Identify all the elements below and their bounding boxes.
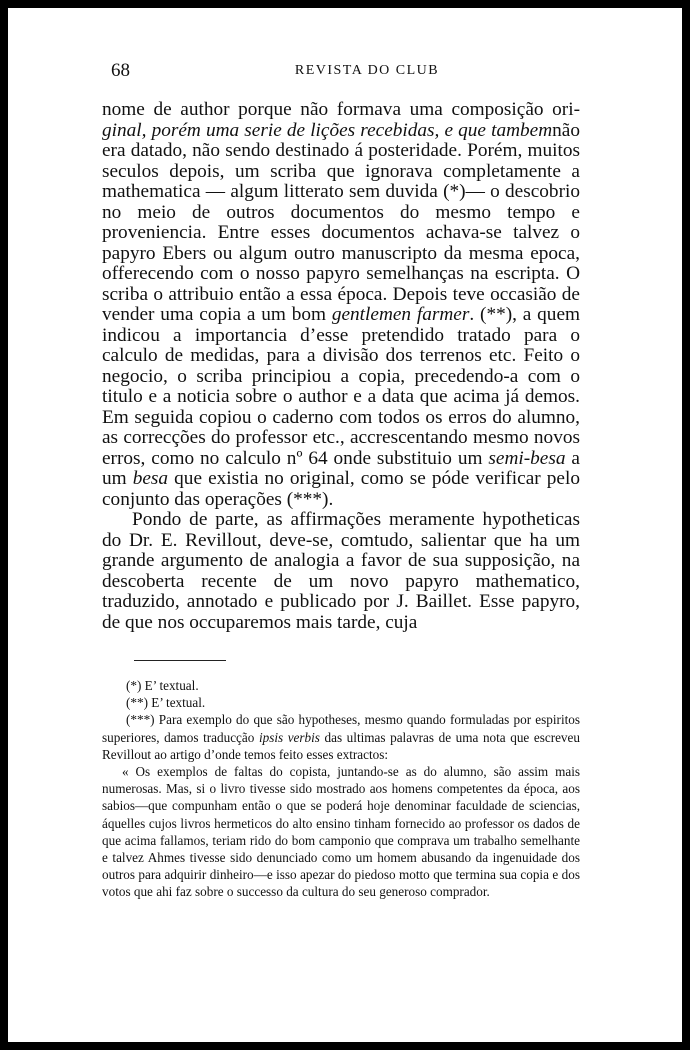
footnote-1: (*) E’ textual. (126, 678, 199, 693)
running-title: REVISTA DO CLUB (294, 63, 440, 78)
footnote-separator (134, 660, 226, 661)
main-text (102, 100, 580, 633)
footnote-3: (***) Para exemplo do que são hypotheses, mesmo quando formuladas por espiritos superiores, damos traducção ipsis verbis das ultimas palavras de uma nota que escreveu Revillout ao artigo d’onde temos feito esses extractos: (102, 712, 580, 762)
book-page (8, 8, 682, 1042)
footnote-quote: « Os exemplos de faltas do copista, juntando-se as do alumno, são assim mais numerosas. Mas, si o livro tivesse sido mostrado aos homens competentes da época, aos sabios—que compunham então o que se poderá hoje denominar faculdade de sciencias, áquelles cujos livros hermeticos do alto ensino tinham fornecido ao professor os dados de que acima fallamos, teriam rido do bom camponio que comprava um trabalho semelhante e talvez Ahmes tivesse sido denunciado como um homem abusando da ingenuidade dos outros para adquirir dinheiro—e isso apezar do piedoso motto que termina sua copia e dos votos que ahi faz sobre o successo da cultura do seu generoso comprador. (102, 764, 580, 900)
footnotes (102, 677, 580, 901)
italic-text: ginal, porém uma serie de lições recebidas, e que tambem (102, 119, 553, 141)
page-header (102, 60, 632, 84)
footnote-2: (**) E’ textual. (126, 695, 206, 711)
page-number: 68 (111, 60, 130, 81)
italic-text: gentlemen farmer (331, 304, 470, 325)
italic-text: ipsis verbis (258, 729, 320, 745)
italic-text: semi-besa (488, 447, 566, 469)
italic-text: besa (132, 468, 169, 489)
paragraph-2: Pondo de parte, as affirmações meramente hypotheticas do Dr. E. Revillout, deve-se, comtudo, salientar que ha um grande argumento de analogia a favor de sua supposição, na descoberta recente de um novo papyro mathematico, traduzido, annotado e publicado por J. Baillet. Esse papyro, de que nos occuparemos mais tarde, cuja (102, 509, 580, 633)
paragraph-1: nome de author porque não formava uma composição ori-ginal, porém uma serie de lições recebidas, e que tambemnão era datado, não sendo destinado á posteridade. Porém, muitos seculos depois, um scriba que ignorava completamente a mathematica — algum litterato sem duvida (*)— o descobrio no meio de outros documentos do mesmo tempo e proveniencia. Entre esses documentos achava-se talvez o papyro Ebers ou algum outro manuscripto da mesma epoca, offerecendo com o nosso papyro semelhanças na escripta. O scriba o attribuio então a essa época. Depois teve occasião de vender uma copia a um bom gentlemen farmer. (**), a quem indicou a importancia d’esse pretendido tratado para o calculo de medidas, para a divisão dos terrenos etc. Feito o negocio, o scriba principiou a copia, precedendo-a com o titulo e a noticia sobre o author e a data que acima já demos. Em seguida copiou o caderno com todos os erros do alumno, as correcções do professor etc., accrescentando mesmo novos erros, como no calculo nº 64 onde substituio um semi-besa a um besa que existia no original, como se póde verificar pelo conjunto das operações (***). (102, 99, 580, 510)
